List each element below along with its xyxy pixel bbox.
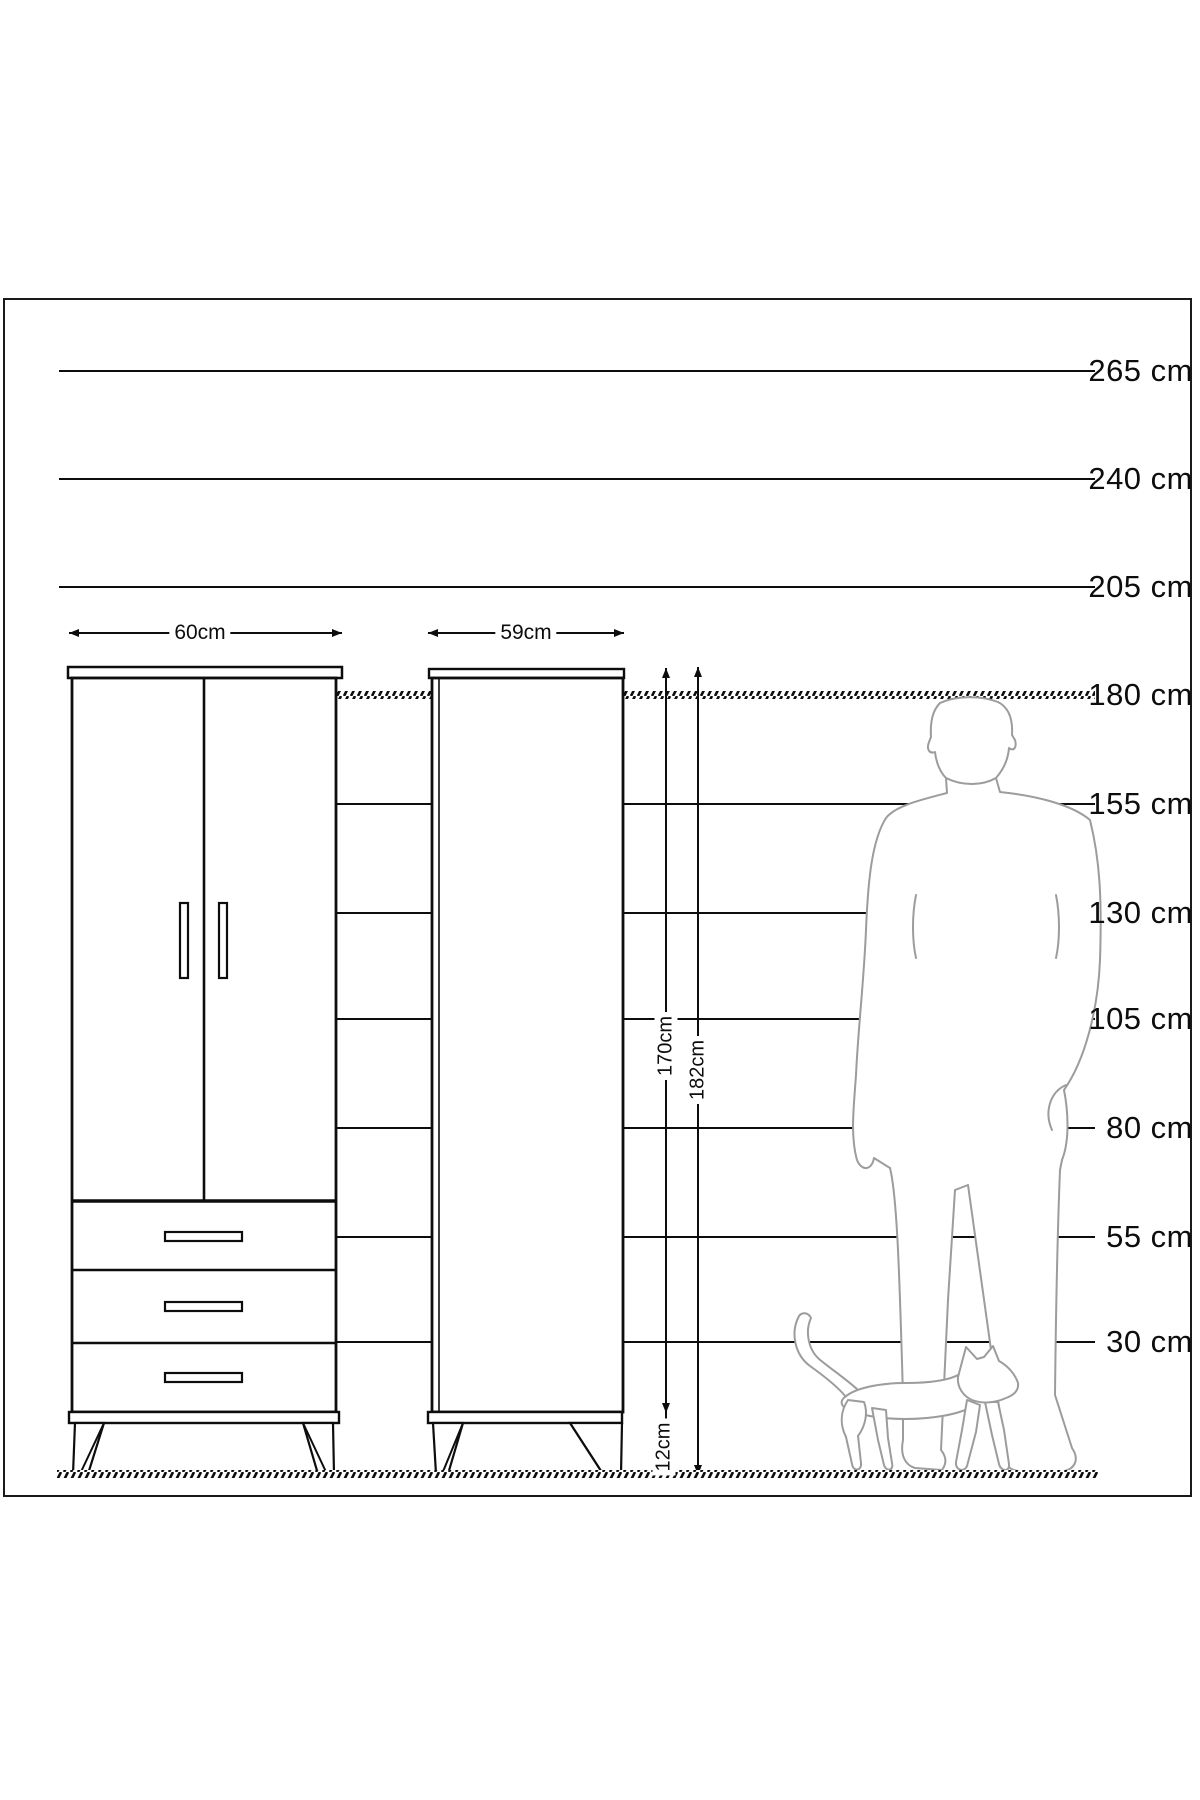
- wardrobe-leg: [570, 1423, 622, 1474]
- hatched-floor-line: [57, 1470, 1098, 1478]
- width-label-59cm: 59cm: [495, 621, 556, 645]
- width-label-60cm: 60cm: [169, 621, 230, 645]
- height-label-130: 130 cm: [1088, 895, 1193, 930]
- drawer-handle-2: [165, 1302, 242, 1311]
- height-label-265: 265 cm: [1088, 353, 1193, 388]
- wardrobe-leg: [433, 1423, 463, 1474]
- height-label-155: 155 cm: [1088, 786, 1193, 821]
- door-handle-left: [180, 903, 188, 978]
- wardrobe-side-view: [428, 669, 624, 1474]
- cat-hind-leg: [842, 1400, 866, 1470]
- height-label-182cm: 182cm: [687, 1036, 710, 1104]
- height-label-205: 205 cm: [1088, 569, 1193, 604]
- drawer-handle-1: [165, 1232, 242, 1241]
- cat-tail: [795, 1313, 858, 1397]
- height-label-180: 180 cm: [1088, 677, 1193, 712]
- drawer-handle-3: [165, 1373, 242, 1382]
- height-label-105: 105 cm: [1088, 1001, 1193, 1036]
- height-label-55: 55 cm: [1106, 1219, 1193, 1254]
- height-label-240: 240 cm: [1088, 461, 1193, 496]
- door-handle-right: [219, 903, 227, 978]
- wardrobe-front-view: [68, 667, 342, 1474]
- height-label-12cm: 12cm: [653, 1419, 676, 1476]
- height-label-80: 80 cm: [1106, 1110, 1193, 1145]
- height-scale-lines-long: [59, 371, 1095, 587]
- height-label-30: 30 cm: [1106, 1324, 1193, 1359]
- height-label-170cm: 170cm: [655, 1012, 678, 1080]
